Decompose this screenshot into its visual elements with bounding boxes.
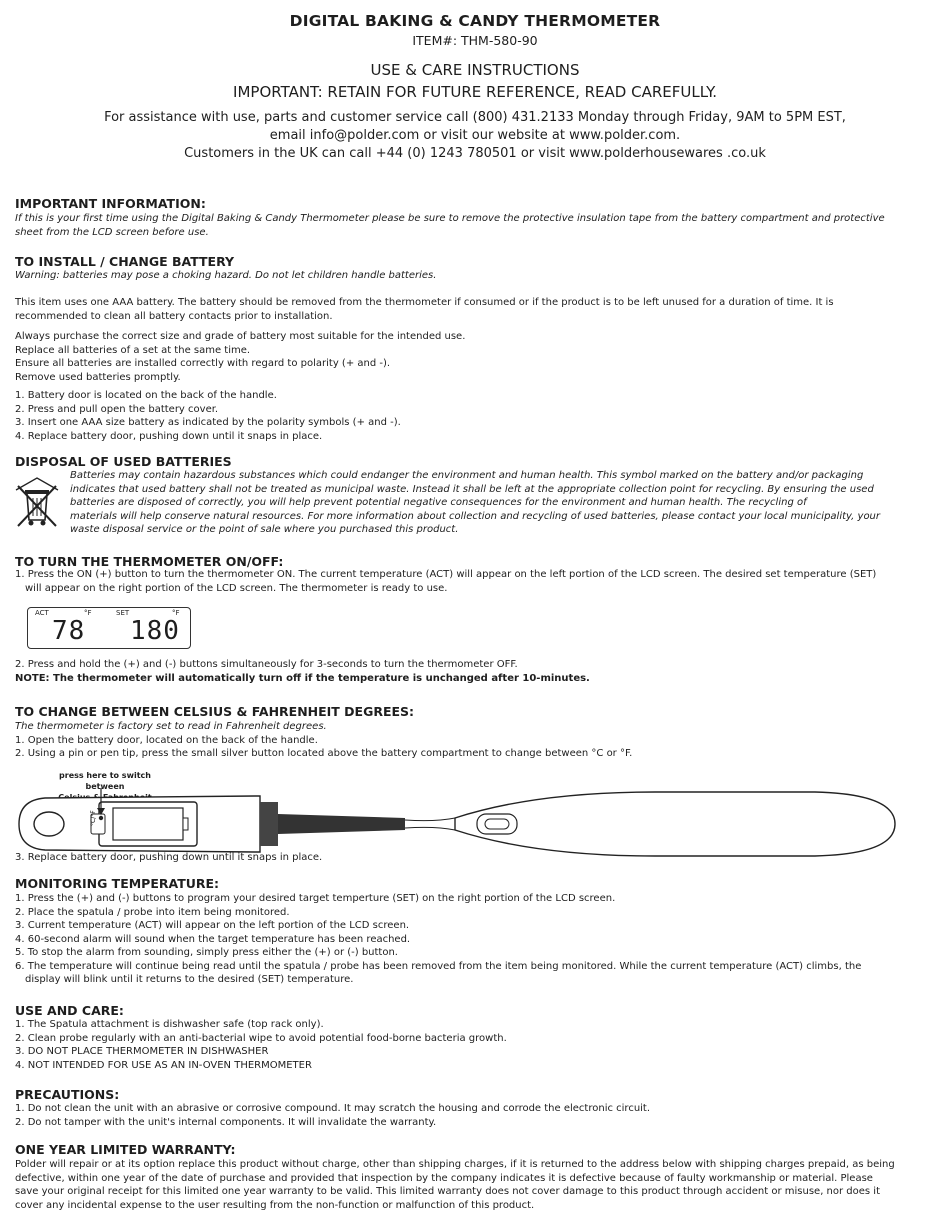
text-line: cover any incidental expense to the user resulting from the non-function or malfunction of this product. <box>15 1199 535 1211</box>
text-line: batteries are disposed of correctly, you will help prevent potential negative consequences for the environment and human health. The recycling of <box>70 497 807 508</box>
crossed-bin-icon <box>12 476 62 530</box>
button-label: °C/°F <box>90 810 97 826</box>
text-line: Remove used batteries promptly. <box>15 371 181 383</box>
celsius-step-3 <box>15 851 940 865</box>
list-item: 2. Do not tamper with the unit's internal components. It will invalidate the warranty. <box>15 1116 437 1128</box>
text-line: Replace all batteries of a set at the same time. <box>15 344 251 356</box>
lcd-unit-label: °F <box>84 609 92 617</box>
list-item: 1. Press the (+) and (-) buttons to program your desired target temperture (SET) on the right portion of the LCD screen. <box>15 893 616 904</box>
lcd-unit-label: °F <box>172 609 180 617</box>
precautions-heading: PRECAUTIONS: <box>15 1087 120 1102</box>
text-line: defective, within one year of the date of purchase and provided that inspection by the company indicates it is defective because of faulty workmanship or material. Please <box>15 1172 873 1184</box>
text-line: save your original receipt for this limited one year warranty to be valid. This limited warranty does not cover damage to this product through accident or misuse, nor does it <box>15 1186 881 1197</box>
text-line: If this is your first time using the Digital Baking & Candy Thermometer please be sure to remove the protective insulation tape from the battery compartment and protective <box>15 213 885 224</box>
item-number: ITEM#: THM-580-90 <box>412 33 538 48</box>
list-item: 6. The temperature will continue being read until the spatula / probe has been removed from the item being monitored. While the current temperature (ACT) climbs, the <box>15 960 862 972</box>
disposal-heading: DISPOSAL OF USED BATTERIES <box>15 454 232 469</box>
list-item: 4. 60-second alarm will sound when the target temperature has been reached. <box>15 933 411 945</box>
warranty-heading: ONE YEAR LIMITED WARRANTY: <box>15 1142 236 1157</box>
list-item: 2. Clean probe regularly with an anti-bacterial wipe to avoid potential food-borne bacteria growth. <box>15 1032 507 1044</box>
list-item: 2. Place the spatula / probe into item being monitored. <box>15 906 290 918</box>
important-info-heading: IMPORTANT INFORMATION: <box>15 196 206 211</box>
text-line: Always purchase the correct size and grade of battery most suitable for the intended use. <box>15 331 466 342</box>
list-item: 1. Do not clean the unit with an abrasive or corrosive compound. It may scratch the housing and corrode the electronic circuit. <box>15 1103 651 1114</box>
text-line: 2. Press and hold the (+) and (-) buttons simultaneously for 3-seconds to turn the thermometer OFF. <box>15 659 518 670</box>
install-battery-heading: TO INSTALL / CHANGE BATTERY <box>15 254 235 269</box>
precautions-steps <box>15 1102 940 1129</box>
text-line: Polder will repair or at its option replace this product without charge, other than shipping charges, if it is returned to the address below with shipping charges prepaid, as being <box>15 1159 895 1170</box>
list-item: 1. Open the battery door, located on the back of the handle. <box>15 734 318 746</box>
text-line: indicates that used battery shall not be treated as municipal waste. Instead it shall be left at the appropriate collection point for recycling. By ensuring the used <box>70 483 874 495</box>
auto-off-note: NOTE: The thermometer will automatically turn off if the temperature is unchanged after 10-minutes. <box>15 672 590 684</box>
lcd-set-value: 180 <box>130 616 180 646</box>
use-and-care-heading: USE AND CARE: <box>15 1003 124 1018</box>
text-line: materials will help conserve natural resources. For more information about collection and recycling of used batteries, please contact your local municipality, your <box>70 510 881 522</box>
text-line: sheet from the LCD screen before use. <box>15 226 209 238</box>
text-line: recommended to clean all battery contacts prior to installation. <box>15 310 333 322</box>
monitoring-steps <box>15 892 940 987</box>
lcd-act-label: ACT <box>35 609 49 617</box>
text-line: waste disposal service or the point of sale where you purchased this product. <box>70 524 459 535</box>
battery-paragraph <box>15 296 940 323</box>
use-care-heading: USE & CARE INSTRUCTIONS <box>370 61 580 79</box>
warranty-text <box>15 1158 940 1212</box>
battery-guidelines <box>15 330 940 384</box>
list-item: 3. DO NOT PLACE THERMOMETER IN DISHWASHER <box>15 1046 269 1057</box>
lcd-set-label: SET <box>116 609 130 617</box>
list-item: 1. Battery door is located on the back of the handle. <box>15 390 277 401</box>
on-off-step-1 <box>15 568 940 595</box>
contact-line: email info@polder.com or visit our website at www.polder.com. <box>269 128 681 143</box>
text-line: will appear on the right portion of the LCD screen. The thermometer is ready to use. <box>25 582 448 594</box>
list-item: display will blink until it returns to the desired (SET) temperature. <box>25 974 354 985</box>
on-off-step-2 <box>15 658 940 685</box>
callout-line: press here to switch between <box>59 771 151 791</box>
lcd-display <box>27 607 191 649</box>
celsius-switch-button[interactable] <box>99 816 103 820</box>
list-item: 5. To stop the alarm from sounding, simply press either the (+) or (-) button. <box>15 947 398 958</box>
list-item: 3. Replace battery door, pushing down until it snaps in place. <box>15 852 323 863</box>
list-item: 3. Current temperature (ACT) will appear on the left portion of the LCD screen. <box>15 920 410 931</box>
list-item: 4. NOT INTENDED FOR USE AS AN IN-OVEN THERMOMETER <box>15 1059 312 1071</box>
text-line: The thermometer is factory set to read in Fahrenheit degrees. <box>15 721 327 732</box>
text-line: Ensure all batteries are installed correctly with regard to polarity (+ and -). <box>15 358 391 369</box>
important-info-text <box>15 212 940 239</box>
lcd-act-value: 78 <box>52 616 86 646</box>
contact-line: Customers in the UK can call +44 (0) 1243 780501 or visit www.polderhousewares .co.uk <box>184 146 766 161</box>
text-line: This item uses one AAA battery. The battery should be removed from the thermometer if consumed or if the product is to be left unused for a duration of time. It is <box>15 297 834 308</box>
list-item: 1. The Spatula attachment is dishwasher safe (top rack only). <box>15 1019 324 1030</box>
battery-steps <box>15 389 940 443</box>
use-and-care-steps <box>15 1018 940 1072</box>
disposal-text <box>70 469 930 537</box>
text-line: Batteries may contain hazardous substances which could endanger the environment and human health. This symbol marked on the battery and/or packaging <box>70 470 864 481</box>
text-line: Warning: batteries may pose a choking hazard. Do not let children handle batteries. <box>15 270 437 281</box>
list-item: 3. Insert one AAA size battery as indicated by the polarity symbols (+ and -). <box>15 417 401 428</box>
on-off-heading: TO TURN THE THERMOMETER ON/OFF: <box>15 554 284 569</box>
text-line: 1. Press the ON (+) button to turn the thermometer ON. The current temperature (ACT) will appear on the left portion of the LCD screen. The desired set temperature (SET) <box>15 569 877 580</box>
monitoring-heading: MONITORING TEMPERATURE: <box>15 876 220 891</box>
retain-notice: IMPORTANT: RETAIN FOR FUTURE REFERENCE, READ CAREFULLY. <box>233 83 717 101</box>
list-item: 4. Replace battery door, pushing down until it snaps in place. <box>15 430 323 442</box>
celsius-steps <box>15 720 940 761</box>
document-title: DIGITAL BAKING & CANDY THERMOMETER <box>289 12 661 30</box>
battery-warning <box>15 269 940 283</box>
celsius-fahrenheit-heading: TO CHANGE BETWEEN CELSIUS & FAHRENHEIT DEGREES: <box>15 704 415 719</box>
list-item: 2. Press and pull open the battery cover. <box>15 403 219 415</box>
list-item: 2. Using a pin or pen tip, press the small silver button located above the battery compartment to change between °C or °F. <box>15 748 633 759</box>
contact-line: For assistance with use, parts and customer service call (800) 431.2133 Monday through Friday, 9AM to 5PM EST, <box>104 110 846 125</box>
thermometer-diagram <box>15 788 905 860</box>
